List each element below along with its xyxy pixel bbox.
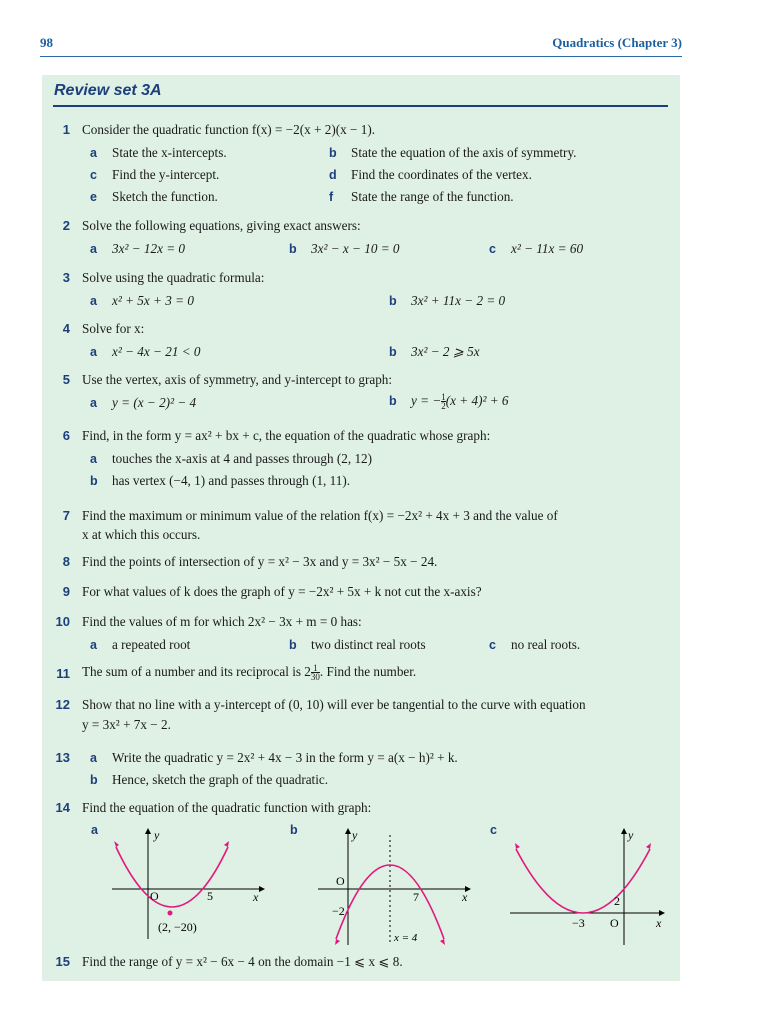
question-text-line2: x at which this occurs. (82, 527, 201, 542)
fraction: $\frac{1}{30}$ (310, 663, 320, 683)
question-text: Find the values of m for which 2x² − 3x + m = 0 has: (82, 614, 362, 629)
root-label: −3 (572, 916, 585, 930)
question-number: 5 (62, 372, 70, 387)
question-number: 6 (62, 428, 70, 443)
question-text: Find the equation of the quadratic function with graph: (82, 800, 372, 815)
part-b: b 3x² + 11x − 2 = 0 (389, 293, 506, 308)
question-number: 7 (62, 508, 70, 523)
x-axis-label: x (462, 890, 468, 904)
question-text: Solve using the quadratic formula: (82, 270, 265, 285)
question-number: 10 (55, 614, 70, 629)
origin-label: O (336, 874, 345, 888)
question-number: 3 (62, 270, 70, 285)
question-text: Consider the quadratic function f(x) = −2(x + 2)(x − 1). (82, 122, 376, 137)
question-text-line1: Find the maximum or minimum value of the relation f(x) = −2x² + 4x + 3 and the value of (82, 508, 558, 523)
x-axis-label: x (656, 916, 662, 930)
part-b: b Hence, sketch the graph of the quadratic. (90, 772, 329, 787)
part-b: b State the equation of the axis of symmetry. (329, 145, 577, 160)
origin-label: O (150, 889, 159, 903)
vertex-label: (2, −20) (158, 920, 197, 934)
part-b: b y = − $\frac{1}{2}$ (x + 4)² + 6 (389, 392, 509, 412)
part-b: b 3x² − x − 10 = 0 (289, 241, 400, 256)
axis-label: x = 4 (394, 932, 418, 944)
part-e: e Sketch the function. (90, 189, 218, 204)
part-a: a State the x-intercepts. (90, 145, 227, 160)
parabola-curve (516, 849, 650, 913)
title-rule (53, 105, 668, 107)
part-a: a 3x² − 12x = 0 (90, 241, 186, 256)
part-a: a x² − 4x − 21 < 0 (90, 344, 201, 359)
part-d: d Find the coordinates of the vertex. (329, 167, 532, 182)
y-axis-label: y (628, 828, 634, 842)
question-text-line1: Show that no line with a y-intercept of (0, 10) will ever be tangential to the curve with equation (82, 697, 586, 712)
question-number: 13 (55, 750, 70, 765)
graph-c-label: c (490, 823, 497, 837)
question-text-line2: y = 3x² + 7x − 2. (82, 717, 171, 732)
part-c: c Find the y-intercept. (90, 167, 220, 182)
part-a: a Write the quadratic y = 2x² + 4x − 3 in the form y = a(x − h)² + k. (90, 750, 458, 765)
question-text: Solve for x: (82, 321, 145, 336)
question-text: Find, in the form y = ax² + bx + c, the equation of the quadratic whose graph: (82, 428, 491, 443)
question-number: 15 (55, 954, 70, 969)
part-a: a y = (x − 2)² − 4 (90, 395, 197, 410)
question-number: 4 (62, 321, 70, 336)
part-b: b 3x² − 2 ⩾ 5x (389, 344, 480, 359)
part-f: f State the range of the function. (329, 189, 514, 204)
origin-label: O (610, 916, 619, 930)
question-number: 11 (56, 666, 70, 681)
graph-a (104, 827, 266, 945)
vertex-point (168, 911, 173, 916)
question-text: Find the range of y = x² − 6x − 4 on the domain −1 ⩽ x ⩽ 8. (82, 954, 403, 969)
question-number: 1 (62, 122, 70, 137)
root-label: 7 (413, 890, 419, 904)
question-number: 14 (55, 800, 70, 815)
intercept-label: −2 (332, 904, 345, 918)
graph-a-label: a (91, 823, 98, 837)
page-header (40, 34, 682, 57)
question-text: Find the points of intersection of y = x² − 3x and y = 3x² − 5x − 24. (82, 554, 438, 569)
review-title: Review set 3A (54, 82, 162, 99)
part-a: a x² + 5x + 3 = 0 (90, 293, 194, 308)
x-axis-label: x (253, 890, 259, 904)
fraction-half: $\frac{1}{2}$ (441, 392, 446, 412)
review-panel (42, 75, 680, 981)
part-c: c no real roots. (489, 637, 581, 652)
question-text: The sum of a number and its reciprocal is 2 $\frac{1}{30}$ . Find the number. (82, 663, 417, 683)
question-number: 8 (62, 554, 70, 569)
root-label: 5 (207, 889, 213, 903)
part-a: a a repeated root (90, 637, 191, 652)
page-number: 98 (40, 35, 53, 50)
question-text: For what values of k does the graph of y = −2x² + 5x + k not cut the x-axis? (82, 584, 482, 599)
part-c: c x² − 11x = 60 (489, 241, 584, 256)
chapter-title: Quadratics (Chapter 3) (552, 35, 682, 50)
graph-c (506, 827, 670, 949)
graph-b-label: b (290, 823, 298, 837)
y-axis-label: y (352, 828, 358, 842)
part-a: a touches the x-axis at 4 and passes through (2, 12) (90, 451, 373, 466)
part-b: b has vertex (−4, 1) and passes through (1, 11). (90, 473, 351, 488)
question-text: Use the vertex, axis of symmetry, and y-intercept to graph: (82, 372, 393, 387)
question-number: 2 (62, 218, 70, 233)
intercept-label: 2 (614, 894, 620, 908)
question-number: 12 (55, 697, 70, 712)
graph-b (312, 827, 474, 949)
question-text: Solve the following equations, giving exact answers: (82, 218, 361, 233)
y-axis-label: y (154, 828, 160, 842)
part-b: b two distinct real roots (289, 637, 426, 652)
question-number: 9 (62, 584, 70, 599)
